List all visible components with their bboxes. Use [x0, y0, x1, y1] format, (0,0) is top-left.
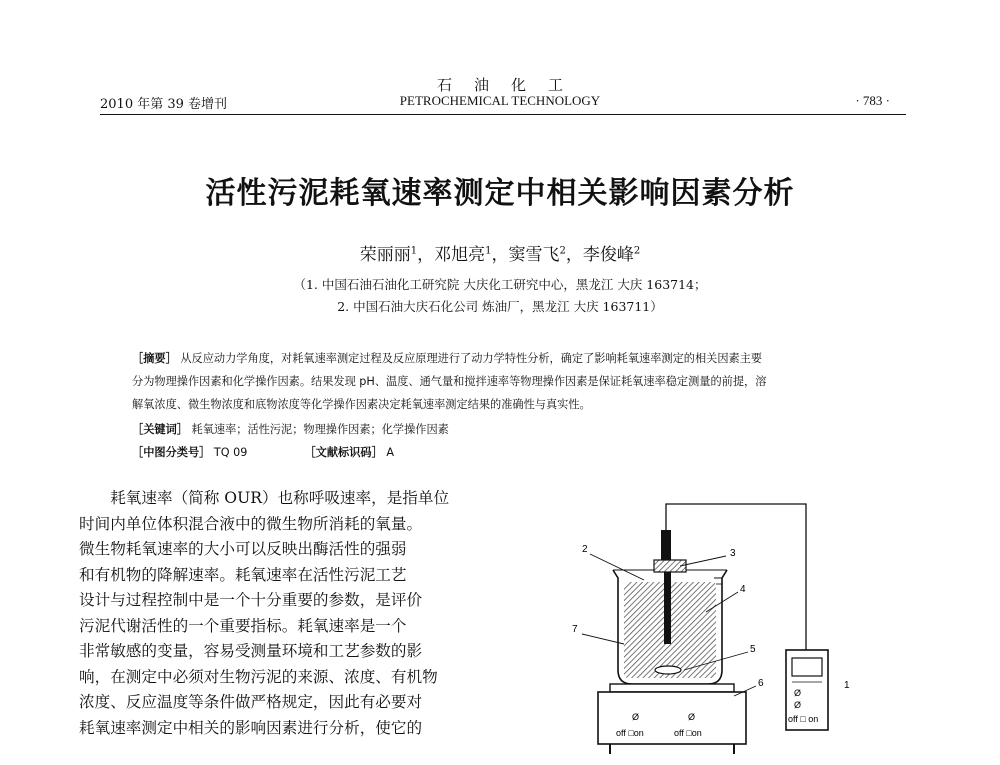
page-header	[0, 0, 1000, 120]
doc-value: A	[386, 446, 394, 459]
body-line: 耗氧速率（简称 OUR）也称呼吸速率，是指单位	[110, 489, 450, 507]
article-title: 活性污泥耗氧速率测定中相关影响因素分析	[205, 176, 795, 211]
abstract-label: ［摘要］	[132, 352, 177, 365]
stirrer-knob-1: Ø	[632, 712, 640, 722]
class-value: TQ 09	[213, 446, 248, 459]
body-line: 微生物耗氧速率的大小可以反映出酶活性的强弱	[79, 540, 407, 558]
affiliation-1: （1. 中国石油石油化工研究院 大庆化工研究中心，黑龙江 大庆 163714；	[293, 277, 707, 292]
author-list: 荣丽丽$^1$，邓旭亮$^1$，窦雪飞$^2$，李俊峰$^2$	[359, 245, 641, 265]
author-name: 李俊峰	[582, 245, 634, 265]
label-7: 7	[572, 624, 578, 635]
affiliation-2: 2. 中国石油大庆石化公司 炼油厂，黑龙江 大庆 163711）	[337, 299, 663, 314]
meter-switch: off □ on	[788, 714, 819, 724]
stirrer-top-plate	[610, 684, 734, 692]
doc-label: ［文献标识码］	[304, 446, 383, 459]
oxygen-probe-body	[664, 572, 671, 644]
oxygen-probe	[661, 530, 671, 560]
body-text	[79, 486, 495, 741]
keywords-line	[132, 418, 892, 441]
keywords-label: ［关键词］	[132, 423, 188, 436]
body-line: 设计与过程控制中是一个十分重要的参数，是评价	[79, 591, 423, 609]
author-affil-mark: 1	[485, 245, 492, 257]
journal-title-chinese: 石油化工	[436, 76, 585, 94]
abstract-line: 解氧浓度、微生物浓度和底物浓度等化学操作因素决定耗氧速率测定结果的准确性与真实性。	[132, 398, 591, 411]
author-affil-mark: 2	[559, 245, 566, 257]
header-rule	[100, 114, 906, 115]
issue-info: 2010 年第 39 卷增刊	[100, 97, 228, 112]
stir-bar	[655, 666, 681, 674]
body-line: 耗氧速率测定中相关的影响因素进行分析，使它的	[79, 718, 423, 737]
author-name: 荣丽丽	[359, 245, 411, 265]
label-4: 4	[740, 584, 746, 595]
body-line: 时间内单位体积混合液中的微生物所消耗的氧量。	[79, 514, 423, 533]
stirrer-switch-1: off □on	[616, 728, 644, 738]
meter-display	[792, 658, 822, 676]
label-5: 5	[750, 644, 756, 655]
body-line: 和有机物的降解速率。耗氧速率在活性污泥工艺	[79, 565, 407, 584]
body-line: 非常敏感的变量，容易受测量环境和工艺参数的影	[79, 642, 423, 660]
classification-line	[132, 441, 892, 464]
label-6: 6	[758, 678, 764, 689]
abstract-text: 从反应动力学角度，对耗氧速率测定过程及反应原理进行了动力学特性分析，确定了影响耗氧速率测定的相关因素主要	[180, 352, 763, 365]
label-1: 1	[844, 680, 850, 691]
abstract-line: 分为物理操作因素和化学操作因素。结果发现 pH、温度、通气量和搅拌速率等物理操作因素是保证耗氧速率稳定测量的前提，溶	[132, 375, 767, 388]
abstract-line	[132, 347, 892, 370]
journal-title-english: PETROCHEMICAL TECHNOLOGY	[399, 93, 601, 108]
abstract	[132, 347, 892, 416]
body-line: 污泥代谢活性的一个重要指标。耗氧速率是一个	[79, 616, 407, 635]
apparatus-figure	[560, 500, 890, 760]
label-2: 2	[582, 544, 588, 555]
body-line: 浓度、反应温度等条件做严格规定，因此有必要对	[79, 693, 423, 711]
keywords-text: 耗氧速率；活性污泥；物理操作因素；化学操作因素	[191, 423, 449, 436]
meter-knob-1: Ø	[794, 688, 802, 698]
label-3: 3	[730, 548, 736, 559]
author-name: 邓旭亮	[434, 245, 486, 265]
author-affil-mark: 2	[633, 245, 641, 257]
stirrer-knob-2: Ø	[688, 712, 696, 722]
stirrer-switch-2: off □on	[674, 728, 702, 738]
meter-knob-2: Ø	[794, 700, 802, 710]
author-name: 窦雪飞	[508, 245, 560, 265]
page-number: · 783 ·	[855, 93, 890, 108]
body-line: 响，在测定中必须对生物污泥的来源、浓度、有机物	[79, 667, 438, 686]
class-label: ［中图分类号］	[132, 446, 211, 459]
author-affil-mark: 1	[410, 245, 418, 257]
apparatus-diagram	[560, 500, 890, 760]
